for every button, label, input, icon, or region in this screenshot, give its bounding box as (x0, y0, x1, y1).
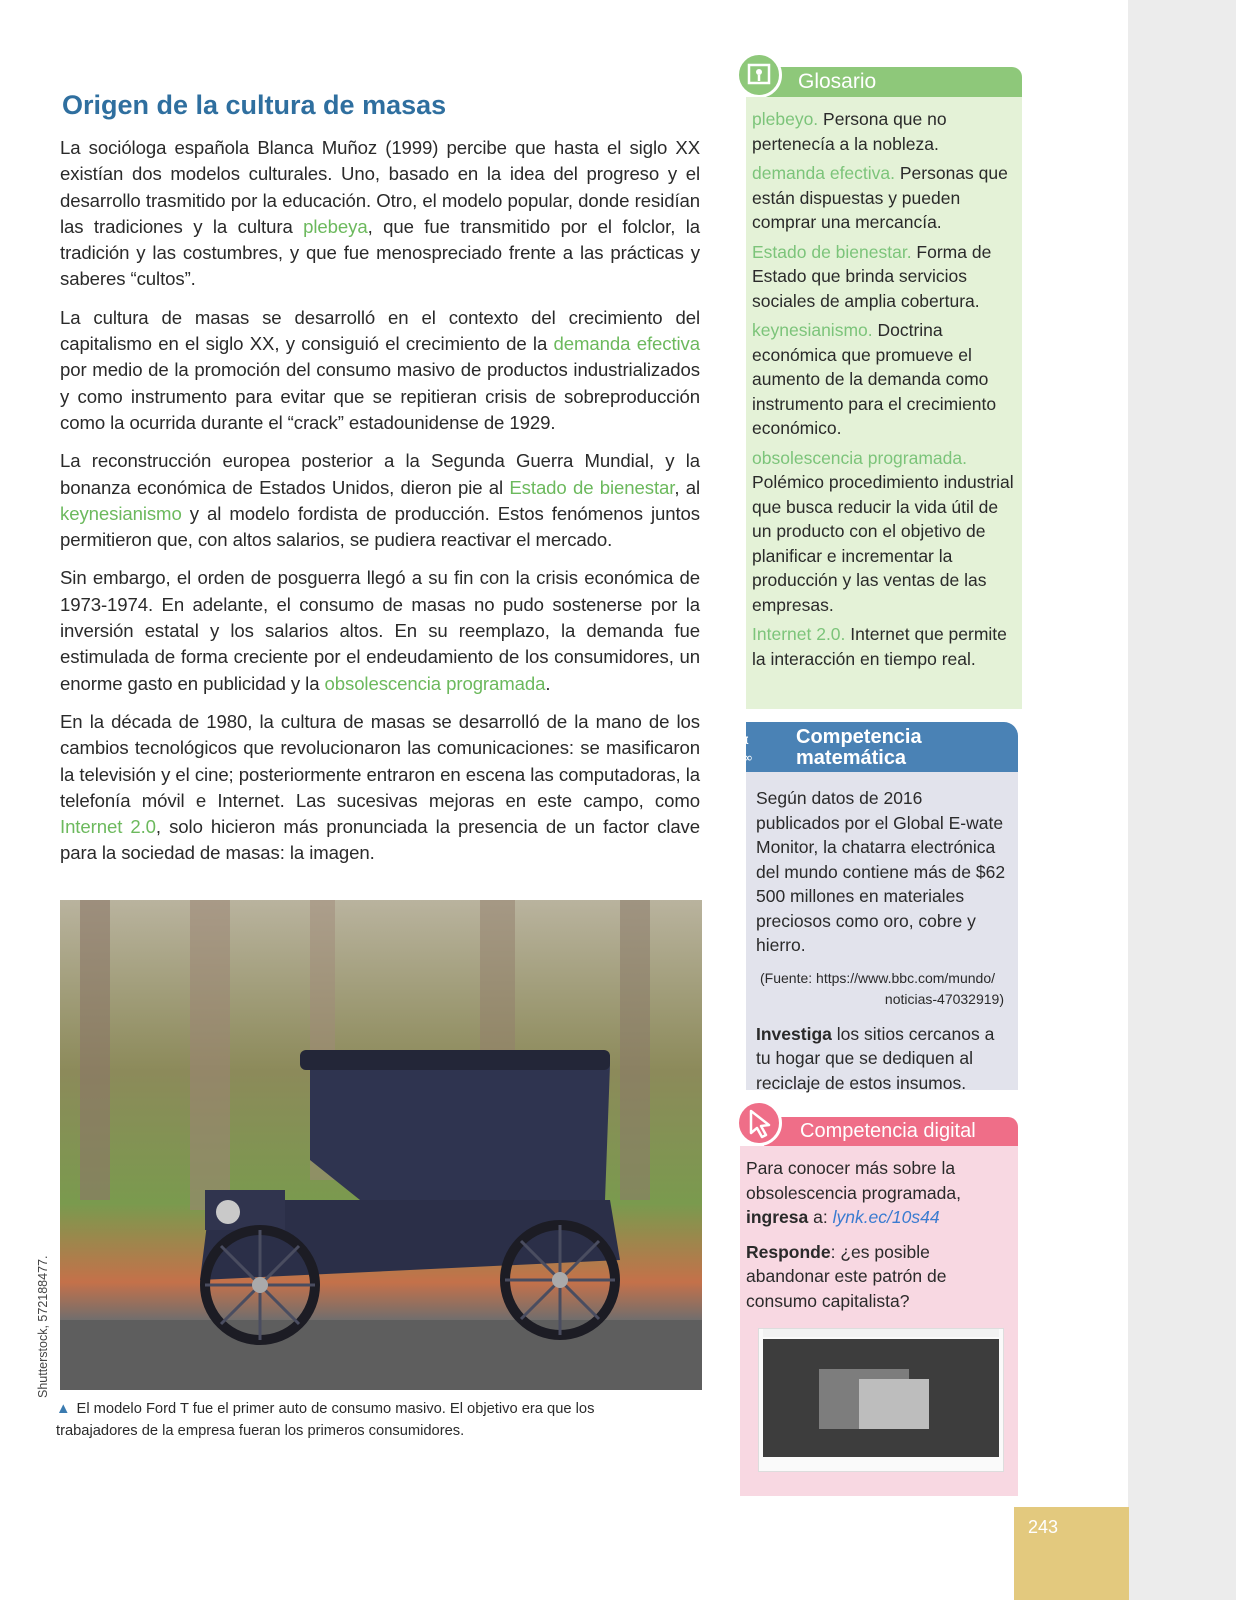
math-competence-box (746, 772, 1018, 1093)
text: por medio de la promoción del consumo masivo de productos industrializados y como instrumento para evitar que se repitieran crisis de sobreproducción como la ocurrida durante el “crack” estadounidense de 1929. (60, 359, 700, 433)
digital-question (746, 1240, 1010, 1314)
caption-text: El modelo Ford T fue el primer auto de consumo masivo. El objetivo era que los trabajadores de la empresa fueran los primeros consumidores. (56, 1401, 595, 1439)
term-estado-de-bienestar: Estado de bienestar (509, 476, 675, 498)
glossary-title: Glosario (798, 70, 877, 93)
glossary-item (752, 161, 1014, 235)
glossary-item (752, 240, 1014, 314)
glossary-term: obsolescencia programada. (752, 447, 967, 468)
task-verb: Investiga (756, 1023, 832, 1044)
text: a: (808, 1207, 833, 1227)
paragraph-5 (60, 709, 700, 867)
math-competence-header (746, 722, 1018, 772)
glossary-item (752, 622, 1014, 671)
math-title-line2: matemática (796, 747, 907, 769)
glossary-header (760, 67, 1022, 97)
glossary-item (752, 107, 1014, 156)
paragraph-4 (60, 565, 700, 696)
glossary-def: Persona que no pertenecía a la nobleza. (752, 109, 947, 154)
glossary-def: Internet que permite la interacción en tiempo real. (752, 624, 1007, 669)
glossary-def: Forma de Estado que brinda servicios sociales de amplia cobertura. (752, 241, 992, 311)
text: , solo hicieron más pronunciada la presencia de un factor clave para la sociedad de masas: la imagen. (60, 816, 700, 864)
page-number: 243 (1014, 1507, 1129, 1600)
math-symbols-icon (730, 726, 774, 770)
resource-link[interactable]: lynk.ec/10s44 (832, 1207, 940, 1227)
ford-t-photo (60, 900, 702, 1390)
term-internet-2-0: Internet 2.0 (60, 816, 156, 838)
math-source (760, 968, 1010, 1010)
glossary-term: Estado de bienestar. (752, 241, 912, 262)
glossary-def: Polémico procedimiento industrial que busca reducir la vida útil de un producto con el objetivo de planificar e incrementar la producción y las ventas de las empresas. (752, 472, 1014, 615)
text: , que fue transmitido por el folclor, la tradición y las costumbres, y que fue menospreciado frente a las prácticas y saberes “cultos”. (60, 215, 700, 290)
digital-competence-header (764, 1117, 1018, 1146)
text: . (545, 672, 551, 694)
book-icon (736, 52, 782, 98)
glossary-term: keynesianismo. (752, 320, 873, 340)
glossary-def: Personas que están dispuestas y pueden comprar una mercancía. (752, 163, 1008, 232)
math-title-line1: Competencia (796, 726, 922, 748)
math-text: Según datos de 2016 publicados por el Global E-wate Monitor, la chatarra electrónica del mundo contiene más de $62 500 millones en materiales preciosos como oro, cobre y hierro. (756, 788, 1006, 955)
svg-text:∫π: ∫π (734, 733, 749, 748)
term-demanda-efectiva: demanda efectiva (553, 333, 700, 355)
text: La reconstrucción europea posterior a la Segunda Guerra Mundial, y la bonanza económica de Estados Unidos, dieron pie al (60, 450, 700, 498)
task-text: los sitios cercanos a tu hogar que se dediquen al reciclaje de estos insumos. (756, 1023, 995, 1093)
glossary-term: demanda efectiva. (752, 163, 896, 183)
term-plebeya: plebeya (303, 215, 368, 237)
page-edge (1128, 0, 1236, 1600)
text: : ¿es posible abandonar este patrón de consumo capitalista? (746, 1241, 947, 1311)
triangle-icon: ▲ (56, 1401, 71, 1417)
term-obsolescencia: obsolescencia programada (324, 672, 546, 694)
text: Sin embargo, el orden de posguerra llegó a su fin con la crisis económica de 1973-1974. En adelante, el consumo de masas no pudo sostenerse por la inversión estatal y los salarios altos. En su reemplazo, la demanda fue estimulada de forma creciente por el endeudamiento de los consumidores, un enorme gasto en publicidad y la (60, 567, 700, 694)
svg-text:Σ∞: Σ∞ (734, 751, 754, 766)
paragraph-2 (60, 305, 700, 436)
text: La socióloga española Blanca Muñoz (1999) percibe que hasta el siglo XX existían dos modelos culturales. Uno, basado en la idea del progreso y el desarrollo trasmitido por la educación. Otro, el modelo popular, donde residían las tradiciones y la cultura (60, 137, 700, 237)
digital-instruction (746, 1156, 1010, 1230)
glossary-term: plebeyo. (752, 109, 819, 129)
paragraph-1 (60, 135, 700, 293)
main-column (60, 90, 700, 879)
photo-caption (56, 1398, 656, 1442)
text: y al modelo fordista de producción. Estos fenómenos juntos permitieron que, con altos salarios, se pudiera reactivar el mercado. (60, 502, 700, 551)
glossary-box (746, 97, 1022, 709)
paragraph-3 (60, 448, 700, 553)
glossary-term: Internet 2.0. (752, 624, 846, 644)
text: En la década de 1980, la cultura de masas se desarrolló de la mano de los cambios tecnológicos que revolucionaron las comunicaciones: se masificaron la televisión y el cine; posteriormente entraron en escena las computadoras, la telefonía móvil e Internet. Las sucesivas mejoras en este campo, como (60, 710, 700, 811)
text: La cultura de masas se desarrolló en el contexto del crecimiento del capitalismo en el siglo XX, y consiguió el crecimiento de la (60, 306, 700, 355)
source-line: noticias-47032919) (884, 990, 1004, 1007)
video-thumbnail[interactable] (758, 1328, 1004, 1472)
cursor-arrow-icon (736, 1100, 782, 1146)
term-keynesianismo: keynesianismo (60, 502, 182, 524)
source-line: (Fuente: https://www.bbc.com/mundo/ (760, 969, 995, 986)
text-bold: ingresa (746, 1207, 809, 1227)
glossary-item (752, 446, 1014, 618)
text: Para conocer más sobre la obsolescencia programada, (746, 1158, 961, 1203)
photo-credit: Shutterstock, 572188477. (36, 1255, 50, 1398)
digital-title: Competencia digital (800, 1120, 976, 1142)
car-illustration (60, 900, 702, 1390)
math-task (756, 1022, 1010, 1096)
text-bold: Responde (746, 1241, 831, 1262)
glossary-item (752, 318, 1014, 441)
section-title: Origen de la cultura de masas (62, 90, 447, 120)
text: , al (674, 476, 700, 498)
glossary-def: Doctrina económica que promueve el aumento de la demanda como instrumento para el crecimiento económico. (752, 320, 997, 438)
